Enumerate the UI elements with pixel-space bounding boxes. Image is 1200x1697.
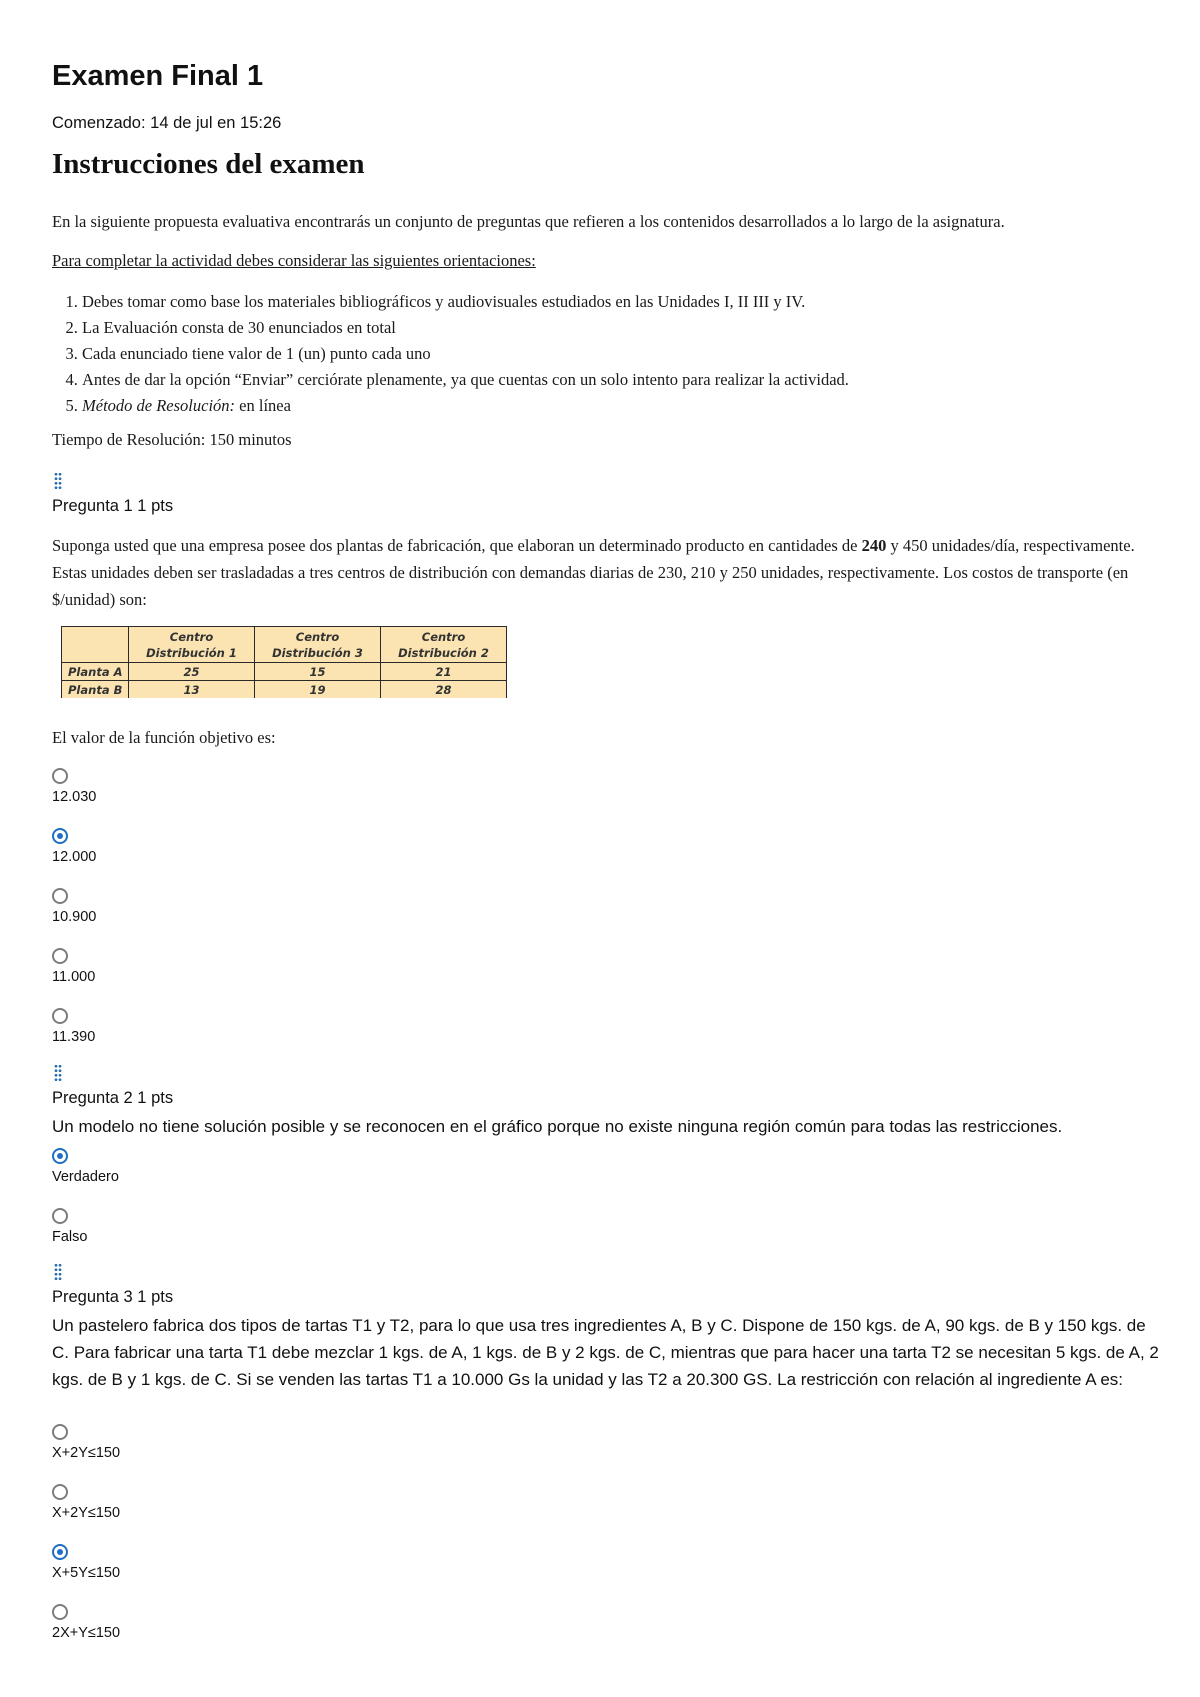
radio-button-selected[interactable]: [52, 1148, 68, 1164]
instructions-heading: Instrucciones del examen: [52, 148, 365, 180]
table-cell: 25: [129, 663, 255, 681]
instruction-step: [82, 393, 849, 419]
option-label[interactable]: Falso: [52, 1229, 88, 1245]
radio-button-selected[interactable]: [52, 1544, 68, 1560]
table-col-header: Centro Distribución 2: [381, 627, 507, 663]
option-label[interactable]: 2X+Y≤150: [52, 1625, 121, 1641]
option-label[interactable]: 11.390: [52, 1029, 96, 1045]
drag-handle-icon[interactable]: [54, 1263, 68, 1281]
option-label[interactable]: 11.000: [52, 969, 96, 985]
radio-button[interactable]: [52, 768, 68, 784]
question-1-prompt: El valor de la función objetivo es:: [52, 728, 276, 747]
table-row-label: Planta B: [62, 681, 129, 699]
question-2-header: Pregunta 2 1 pts: [52, 1089, 174, 1107]
table-corner: [62, 627, 129, 663]
table-cell: 19: [255, 681, 381, 699]
table-col-header: Centro Distribución 3: [255, 627, 381, 663]
table-col-header: Centro Distribución 1: [129, 627, 255, 663]
cost-table: [61, 626, 507, 698]
drag-handle-icon[interactable]: [54, 472, 68, 490]
exam-title: Examen Final 1: [52, 60, 264, 92]
radio-button[interactable]: [52, 888, 68, 904]
method-label: Método de Resolución:: [82, 396, 236, 415]
question-2-text: Un modelo no tiene solución posible y se reconocen en el gráfico porque no existe ninguna región común para todas las restricciones.: [52, 1117, 1063, 1136]
method-value: en línea: [235, 396, 291, 415]
radio-button[interactable]: [52, 1208, 68, 1224]
instructions-list: [52, 289, 849, 419]
table-cell: 15: [255, 663, 381, 681]
instruction-step: 1. Debes tomar como base los materiales bibliográficos y audiovisuales estudiados en las Unidades I, II III y IV.: [82, 289, 849, 315]
instruction-step: 4. Antes de dar la opción “Enviar” cerciórate plenamente, ya que cuentas con un solo intento para realizar la actividad.: [82, 367, 849, 393]
drag-handle-icon[interactable]: [54, 1064, 68, 1082]
radio-button[interactable]: [52, 1008, 68, 1024]
orientations-label: Para completar la actividad debes considerar las siguientes orientaciones:: [52, 251, 536, 270]
resolution-time: Tiempo de Resolución: 150 minutos: [52, 430, 292, 449]
table-cell: 13: [129, 681, 255, 699]
radio-button[interactable]: [52, 1484, 68, 1500]
option-label[interactable]: X+2Y≤150: [52, 1445, 121, 1461]
question-1-header: Pregunta 1 1 pts: [52, 497, 174, 515]
option-label[interactable]: 10.900: [52, 909, 97, 925]
started-timestamp: Comenzado: 14 de jul en 15:26: [52, 114, 282, 132]
option-label[interactable]: 12.030: [52, 789, 97, 805]
question-1-text: Suponga usted que una empresa posee dos plantas de fabricación, que elaboran un determinado producto en cantidades de 240 y 450 unidades/día, respectivamente. Estas unidades deben ser trasladadas a tres centros de distribución con demandas diarias de 230, 210 y 250 unidades, respectivamente. Los costos de transporte (en $/unidad) son:: [52, 536, 1135, 609]
question-3-header: Pregunta 3 1 pts: [52, 1288, 174, 1306]
cost-table-image: [61, 626, 510, 698]
instructions-intro: En la siguiente propuesta evaluativa encontrarás un conjunto de preguntas que refieren a los contenidos desarrollados a lo largo de la asignatura.: [52, 212, 1005, 231]
question-3-text: Un pastelero fabrica dos tipos de tartas T1 y T2, para lo que usa tres ingredientes A, B y C. Dispone de 150 kgs. de A, 90 kgs. de B y 150 kgs. de C. Para fabricar una tarta T1 debe mezclar 1 kgs. de A, 1 kgs. de B y 2 kgs. de C, mientras que para hacer una tarta T2 se necesitan 5 kgs. de A, 2 kgs. de B y 1 kgs. de C. Si se venden las tartas T1 a 10.000 Gs la unidad y las T2 a 20.300 GS. La restricción con relación al ingrediente A es:: [52, 1316, 1159, 1389]
table-cell: 21: [381, 663, 507, 681]
radio-button[interactable]: [52, 1424, 68, 1440]
radio-button-selected[interactable]: [52, 828, 68, 844]
option-label[interactable]: X+2Y≤150: [52, 1505, 121, 1521]
option-label[interactable]: Verdadero: [52, 1169, 119, 1185]
option-label[interactable]: 12.000: [52, 849, 97, 865]
question-1-bold-value: 240: [861, 536, 887, 555]
radio-button[interactable]: [52, 948, 68, 964]
option-label[interactable]: X+5Y≤150: [52, 1565, 121, 1581]
instruction-step: 2. La Evaluación consta de 30 enunciados en total: [82, 315, 849, 341]
table-cell: 28: [381, 681, 507, 699]
instruction-step: 3. Cada enunciado tiene valor de 1 (un) punto cada uno: [82, 341, 849, 367]
table-row-label: Planta A: [62, 663, 129, 681]
radio-button[interactable]: [52, 1604, 68, 1620]
